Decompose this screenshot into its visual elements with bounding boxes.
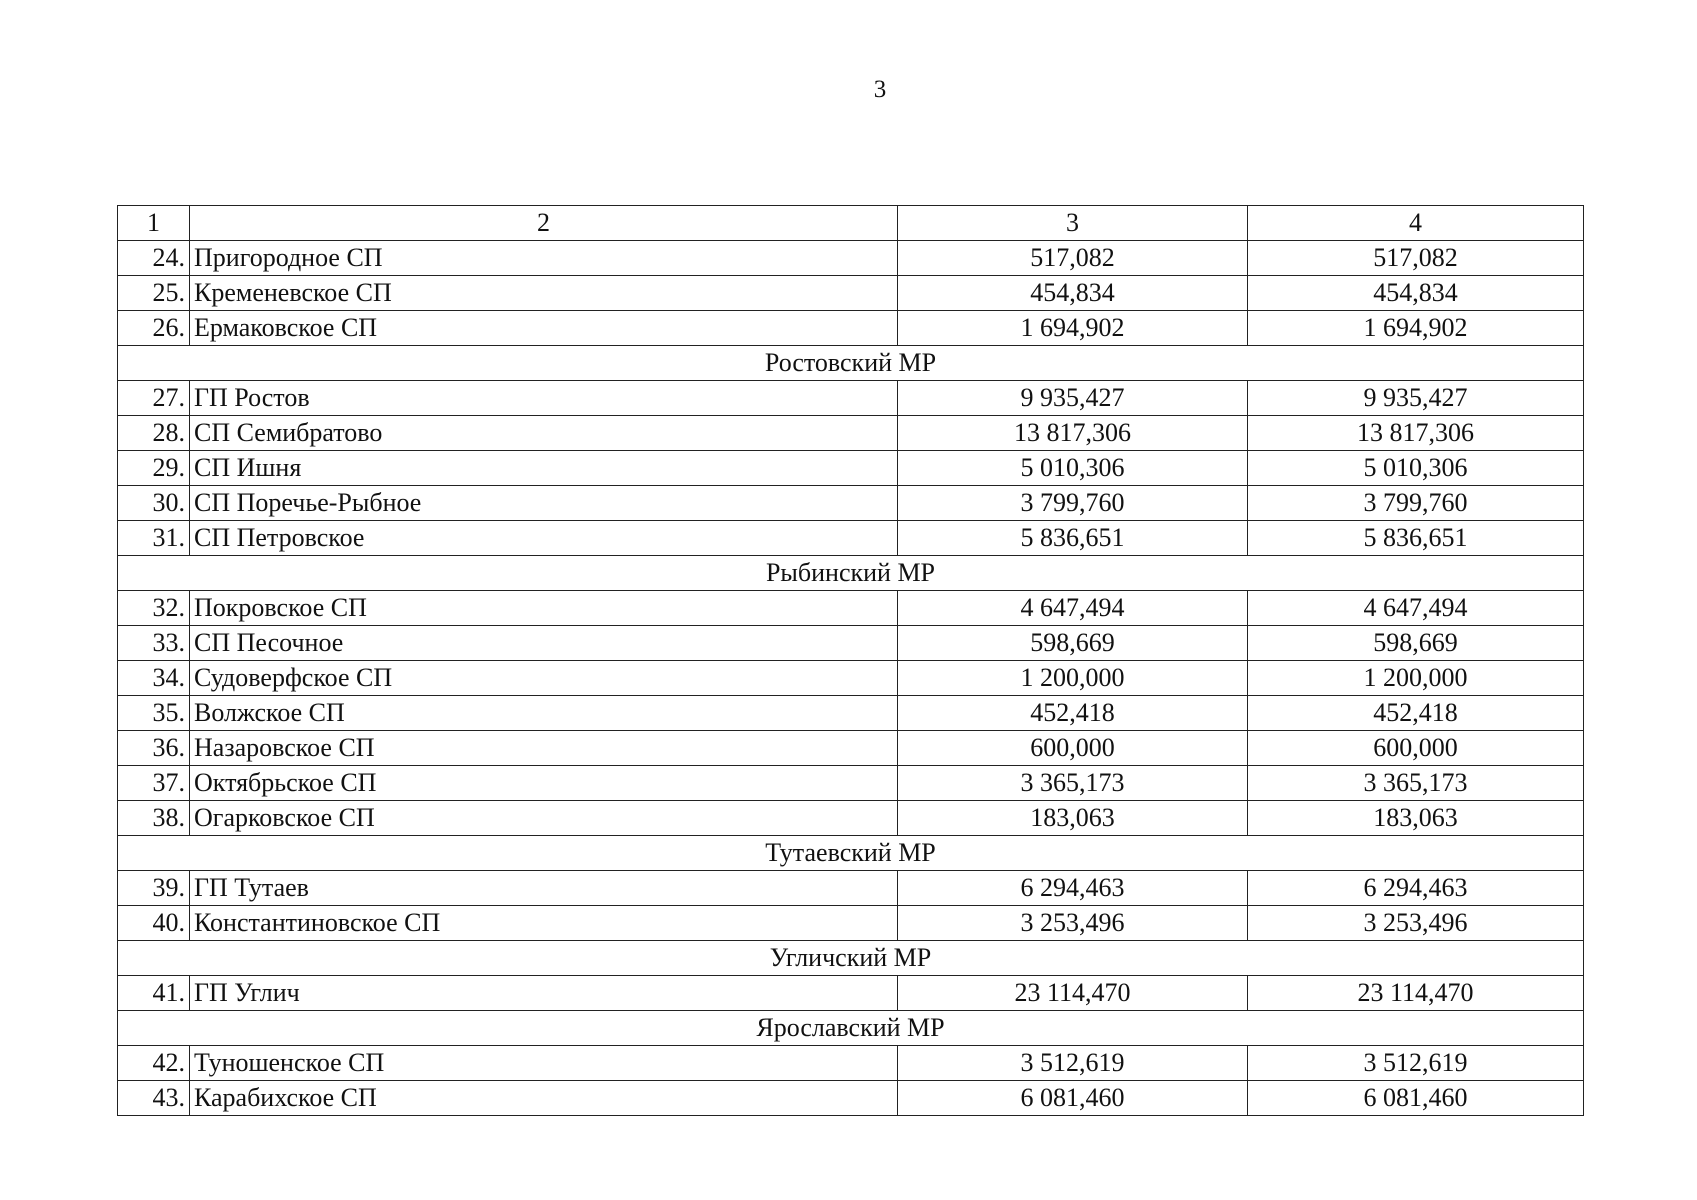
table-row bbox=[118, 241, 1584, 276]
settlement-name-cell: Карабихское СП bbox=[190, 1081, 898, 1116]
settlement-name-cell: СП Песочное bbox=[190, 626, 898, 661]
value-col4-cell: 600,000 bbox=[1248, 731, 1584, 766]
table-row bbox=[118, 976, 1584, 1011]
value-col3-cell: 5 010,306 bbox=[898, 451, 1248, 486]
settlement-name-cell: Покровское СП bbox=[190, 591, 898, 626]
settlement-name-cell: Ермаковское СП bbox=[190, 311, 898, 346]
table-row bbox=[118, 311, 1584, 346]
table-row bbox=[118, 451, 1584, 486]
value-col4-cell: 3 253,496 bbox=[1248, 906, 1584, 941]
section-row bbox=[118, 836, 1584, 871]
row-number-cell: 27. bbox=[118, 381, 190, 416]
header-cell-3: 3 bbox=[898, 206, 1248, 241]
settlement-name-cell: Туношенское СП bbox=[190, 1046, 898, 1081]
value-col4-cell: 4 647,494 bbox=[1248, 591, 1584, 626]
value-col4-cell: 1 694,902 bbox=[1248, 311, 1584, 346]
settlement-name-cell: Назаровское СП bbox=[190, 731, 898, 766]
row-number-cell: 28. bbox=[118, 416, 190, 451]
settlement-name-cell: СП Ишня bbox=[190, 451, 898, 486]
row-number-cell: 34. bbox=[118, 661, 190, 696]
table-row bbox=[118, 381, 1584, 416]
value-col3-cell: 6 081,460 bbox=[898, 1081, 1248, 1116]
table-row bbox=[118, 766, 1584, 801]
value-col3-cell: 517,082 bbox=[898, 241, 1248, 276]
value-col4-cell: 598,669 bbox=[1248, 626, 1584, 661]
value-col4-cell: 5 836,651 bbox=[1248, 521, 1584, 556]
table-row bbox=[118, 906, 1584, 941]
settlement-name-cell: СП Поречье-Рыбное bbox=[190, 486, 898, 521]
row-number-cell: 42. bbox=[118, 1046, 190, 1081]
header-cell-1: 1 bbox=[118, 206, 190, 241]
value-col3-cell: 3 512,619 bbox=[898, 1046, 1248, 1081]
table-body bbox=[118, 206, 1584, 1116]
value-col3-cell: 454,834 bbox=[898, 276, 1248, 311]
row-number-cell: 38. bbox=[118, 801, 190, 836]
table-row bbox=[118, 591, 1584, 626]
settlement-name-cell: Константиновское СП bbox=[190, 906, 898, 941]
value-col3-cell: 3 799,760 bbox=[898, 486, 1248, 521]
section-row bbox=[118, 1011, 1584, 1046]
value-col4-cell: 5 010,306 bbox=[1248, 451, 1584, 486]
value-col3-cell: 23 114,470 bbox=[898, 976, 1248, 1011]
page-number: 3 bbox=[873, 76, 887, 103]
value-col4-cell: 13 817,306 bbox=[1248, 416, 1584, 451]
row-number-cell: 36. bbox=[118, 731, 190, 766]
header-row bbox=[118, 206, 1584, 241]
section-title: Угличский МР bbox=[118, 941, 1584, 976]
value-col4-cell: 183,063 bbox=[1248, 801, 1584, 836]
settlement-name-cell: Пригородное СП bbox=[190, 241, 898, 276]
value-col4-cell: 3 512,619 bbox=[1248, 1046, 1584, 1081]
settlement-name-cell: Волжское СП bbox=[190, 696, 898, 731]
settlement-name-cell: Огарковское СП bbox=[190, 801, 898, 836]
value-col3-cell: 3 365,173 bbox=[898, 766, 1248, 801]
value-col3-cell: 13 817,306 bbox=[898, 416, 1248, 451]
section-row bbox=[118, 346, 1584, 381]
row-number-cell: 41. bbox=[118, 976, 190, 1011]
value-col3-cell: 600,000 bbox=[898, 731, 1248, 766]
row-number-cell: 43. bbox=[118, 1081, 190, 1116]
table-row bbox=[118, 521, 1584, 556]
value-col3-cell: 1 694,902 bbox=[898, 311, 1248, 346]
row-number-cell: 40. bbox=[118, 906, 190, 941]
row-number-cell: 37. bbox=[118, 766, 190, 801]
value-col4-cell: 3 365,173 bbox=[1248, 766, 1584, 801]
row-number-cell: 39. bbox=[118, 871, 190, 906]
section-title: Ростовский МР bbox=[118, 346, 1584, 381]
row-number-cell: 33. bbox=[118, 626, 190, 661]
section-row bbox=[118, 556, 1584, 591]
row-number-cell: 32. bbox=[118, 591, 190, 626]
value-col3-cell: 5 836,651 bbox=[898, 521, 1248, 556]
table-row bbox=[118, 486, 1584, 521]
settlement-name-cell: ГП Ростов bbox=[190, 381, 898, 416]
table-row bbox=[118, 1081, 1584, 1116]
section-row bbox=[118, 941, 1584, 976]
table-row bbox=[118, 731, 1584, 766]
settlement-name-cell: Октябрьское СП bbox=[190, 766, 898, 801]
value-col4-cell: 6 081,460 bbox=[1248, 1081, 1584, 1116]
row-number-cell: 35. bbox=[118, 696, 190, 731]
value-col4-cell: 3 799,760 bbox=[1248, 486, 1584, 521]
row-number-cell: 31. bbox=[118, 521, 190, 556]
value-col4-cell: 454,834 bbox=[1248, 276, 1584, 311]
value-col4-cell: 6 294,463 bbox=[1248, 871, 1584, 906]
value-col4-cell: 517,082 bbox=[1248, 241, 1584, 276]
table-row bbox=[118, 801, 1584, 836]
value-col4-cell: 9 935,427 bbox=[1248, 381, 1584, 416]
table-row bbox=[118, 276, 1584, 311]
header-cell-4: 4 bbox=[1248, 206, 1584, 241]
settlement-name-cell: Судоверфское СП bbox=[190, 661, 898, 696]
table-row bbox=[118, 416, 1584, 451]
value-col3-cell: 452,418 bbox=[898, 696, 1248, 731]
table-row bbox=[118, 1046, 1584, 1081]
section-title: Ярославский МР bbox=[118, 1011, 1584, 1046]
row-number-cell: 29. bbox=[118, 451, 190, 486]
row-number-cell: 25. bbox=[118, 276, 190, 311]
table-row bbox=[118, 696, 1584, 731]
value-col4-cell: 1 200,000 bbox=[1248, 661, 1584, 696]
settlement-name-cell: Кременевское СП bbox=[190, 276, 898, 311]
header-cell-2: 2 bbox=[190, 206, 898, 241]
value-col3-cell: 3 253,496 bbox=[898, 906, 1248, 941]
row-number-cell: 26. bbox=[118, 311, 190, 346]
value-col3-cell: 9 935,427 bbox=[898, 381, 1248, 416]
settlement-name-cell: ГП Углич bbox=[190, 976, 898, 1011]
value-col3-cell: 6 294,463 bbox=[898, 871, 1248, 906]
table-row bbox=[118, 661, 1584, 696]
table-row bbox=[118, 871, 1584, 906]
row-number-cell: 30. bbox=[118, 486, 190, 521]
settlement-name-cell: ГП Тутаев bbox=[190, 871, 898, 906]
table-row bbox=[118, 626, 1584, 661]
value-col4-cell: 23 114,470 bbox=[1248, 976, 1584, 1011]
value-col4-cell: 452,418 bbox=[1248, 696, 1584, 731]
value-col3-cell: 183,063 bbox=[898, 801, 1248, 836]
settlement-name-cell: СП Семибратово bbox=[190, 416, 898, 451]
row-number-cell: 24. bbox=[118, 241, 190, 276]
section-title: Тутаевский МР bbox=[118, 836, 1584, 871]
section-title: Рыбинский МР bbox=[118, 556, 1584, 591]
data-table bbox=[117, 205, 1584, 1116]
value-col3-cell: 598,669 bbox=[898, 626, 1248, 661]
value-col3-cell: 1 200,000 bbox=[898, 661, 1248, 696]
settlement-name-cell: СП Петровское bbox=[190, 521, 898, 556]
value-col3-cell: 4 647,494 bbox=[898, 591, 1248, 626]
